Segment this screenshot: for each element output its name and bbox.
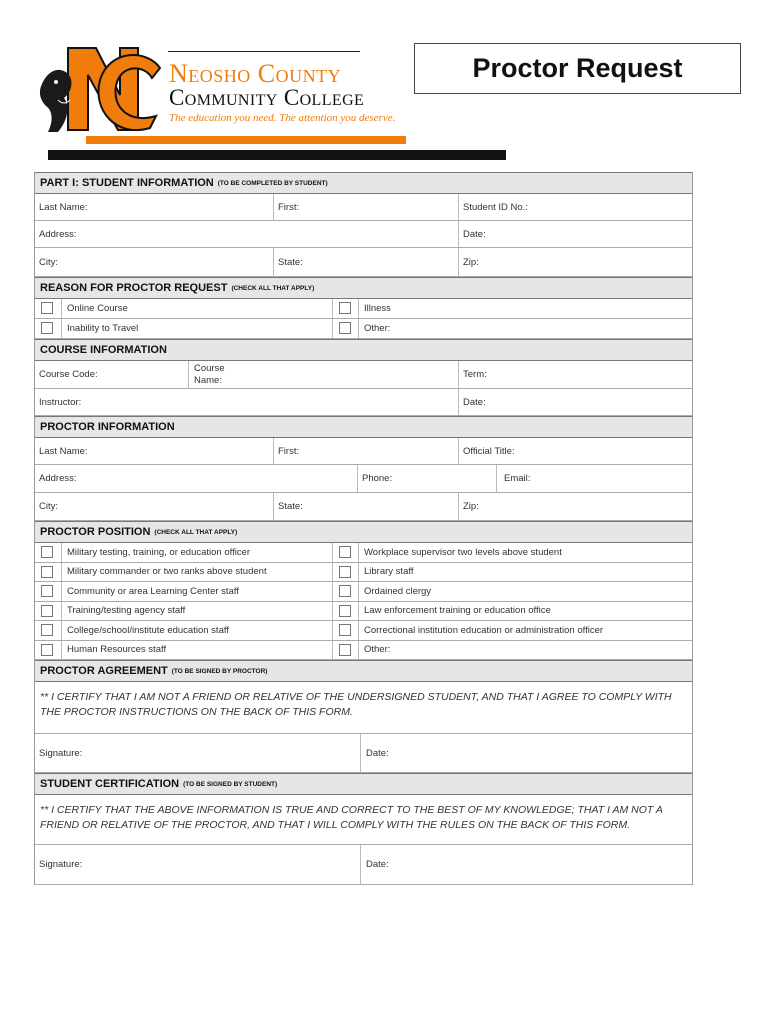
field-label: Phone:	[362, 473, 393, 484]
reason-option-label: Illness	[364, 303, 391, 314]
section-header-reason	[35, 277, 692, 299]
agreement-text-row	[35, 682, 692, 734]
field-label: City:	[39, 501, 58, 512]
field-label: Address:	[39, 228, 77, 240]
proctor-first-name-field[interactable]	[274, 438, 460, 464]
section-subtitle: (CHECK ALL THAT APPLY)	[154, 528, 238, 536]
college-logo	[38, 40, 418, 165]
field-label: Last Name:	[39, 201, 88, 213]
form-title: Proctor Request	[414, 43, 741, 94]
course-code-field[interactable]	[35, 361, 189, 388]
student-name-row	[35, 194, 692, 221]
field-label: State:	[278, 256, 303, 268]
student-city-field[interactable]	[35, 248, 275, 276]
position-row	[35, 641, 692, 661]
student-state-field[interactable]	[274, 248, 460, 276]
proctor-signature-date-field[interactable]	[362, 734, 686, 772]
section-header-course	[35, 339, 692, 361]
position-row	[35, 563, 692, 583]
position-checkbox[interactable]	[339, 566, 351, 578]
proctor-name-row	[35, 438, 692, 465]
section-subtitle: (TO BE SIGNED BY PROCTOR)	[171, 667, 268, 675]
proctor-signature-field[interactable]	[35, 734, 359, 772]
section-title: COURSE INFORMATION	[40, 344, 167, 356]
position-checkbox[interactable]	[41, 624, 53, 636]
instructor-row	[35, 389, 692, 416]
section-header-student-info	[35, 172, 692, 194]
reason-option-label: Inability to Travel	[67, 323, 139, 334]
section-title: PROCTOR POSITION	[40, 526, 151, 538]
position-option-label: Workplace supervisor two levels above student	[364, 546, 562, 558]
proctor-certification-text: ** I CERTIFY THAT I AM NOT A FRIEND OR RELATIVE OF THE UNDERSIGNED STUDENT, AND THAT I AGREE TO COMPLY WITH THE PROCTOR INSTRUCTIONS ON THE BACK OF THIS FORM.	[40, 691, 672, 718]
section-subtitle: (CHECK ALL THAT APPLY)	[231, 284, 315, 292]
section-header-proctor-position	[35, 521, 692, 543]
position-checkbox[interactable]	[41, 546, 53, 558]
illness-checkbox[interactable]	[339, 302, 351, 314]
proctor-address-field[interactable]	[35, 465, 357, 492]
position-option-label: Ordained clergy	[364, 585, 432, 597]
ncc-panther-logo-icon	[38, 40, 173, 150]
position-checkbox[interactable]	[41, 566, 53, 578]
field-label: State:	[278, 501, 303, 512]
field-label: Student ID No.:	[463, 201, 528, 213]
proctor-city-row	[35, 493, 692, 521]
field-label: Last Name:	[39, 445, 88, 457]
position-option-label: Military testing, training, or education officer	[67, 546, 251, 558]
proctor-address-row	[35, 465, 692, 493]
position-row	[35, 582, 692, 602]
student-id-field[interactable]	[459, 194, 693, 220]
position-row	[35, 602, 692, 622]
proctor-zip-field[interactable]	[459, 493, 693, 520]
student-certification-text: ** I CERTIFY THAT THE ABOVE INFORMATION IS TRUE AND CORRECT TO THE BEST OF MY KNOWLEDGE; THAT I AM NOT A FRIEND OR RELATIVE OF THE PROCTOR, AND THAT I WILL COMPLY WITH THE RULES ON THE BACK OF THIS FORM.	[40, 804, 663, 831]
field-label: Term:	[463, 369, 487, 380]
student-address-row	[35, 221, 692, 248]
section-subtitle: (TO BE SIGNED BY STUDENT)	[183, 780, 278, 788]
position-option-label: Human Resources staff	[67, 644, 167, 656]
field-label: Date:	[463, 228, 486, 240]
field-label: Course Name:	[194, 362, 225, 386]
orange-divider	[86, 136, 406, 144]
college-name-line1: Neosho County	[169, 59, 342, 88]
proctor-email-field[interactable]	[500, 465, 689, 492]
field-label: First:	[278, 445, 300, 457]
position-option-label: Law enforcement training or education office	[364, 605, 551, 617]
inability-to-travel-checkbox[interactable]	[41, 322, 53, 334]
field-label: Date:	[366, 747, 389, 759]
field-label: Email:	[504, 473, 531, 484]
certification-signature-row	[35, 845, 692, 885]
college-name-line2: Community College	[169, 85, 365, 110]
proctor-city-field[interactable]	[35, 493, 275, 520]
field-label: Instructor:	[39, 396, 82, 408]
field-label: Course Code:	[39, 369, 98, 380]
field-label: Official Title:	[463, 445, 515, 457]
instructor-field[interactable]	[35, 389, 457, 415]
logo-rule	[168, 51, 360, 52]
other-reason-field[interactable]: Other:	[364, 323, 391, 334]
proctor-request-form	[34, 172, 693, 885]
college-tagline: The education you need. The attention you deserve.	[169, 112, 396, 124]
black-divider	[48, 150, 506, 160]
agreement-signature-row	[35, 734, 692, 773]
position-checkbox[interactable]	[339, 624, 351, 636]
position-checkbox[interactable]	[339, 546, 351, 558]
student-first-name-field[interactable]	[274, 194, 460, 220]
position-checkbox[interactable]	[41, 644, 53, 656]
position-options	[35, 543, 692, 660]
position-option-label: Other:	[364, 644, 391, 656]
online-course-checkbox[interactable]	[41, 302, 53, 314]
section-subtitle: (TO BE COMPLETED BY STUDENT)	[217, 179, 328, 187]
field-label: Date:	[366, 859, 389, 870]
field-label: First:	[278, 201, 300, 213]
position-option-label: Correctional institution education or administration officer	[364, 624, 604, 636]
student-signature-date-field[interactable]	[362, 845, 686, 884]
position-option-label: Library staff	[364, 566, 414, 578]
position-checkbox[interactable]	[339, 605, 351, 617]
field-label: Zip:	[463, 256, 479, 268]
term-field[interactable]	[459, 361, 693, 388]
reason-row-1	[35, 299, 692, 319]
position-option-label: Community or area Learning Center staff	[67, 585, 239, 597]
position-option-label: College/school/institute education staff	[67, 624, 229, 636]
section-header-agreement	[35, 660, 692, 682]
section-title: PART I: STUDENT INFORMATION	[40, 177, 214, 189]
proctor-phone-field[interactable]	[358, 465, 497, 492]
position-row	[35, 543, 692, 563]
field-label: Zip:	[463, 501, 479, 512]
other-reason-checkbox[interactable]	[339, 322, 351, 334]
student-address-field[interactable]	[35, 221, 457, 247]
course-name-field[interactable]	[190, 361, 234, 388]
position-option-label: Training/testing agency staff	[67, 605, 186, 617]
field-label: Address:	[39, 473, 77, 484]
section-header-student-certification	[35, 773, 692, 795]
position-checkbox[interactable]	[339, 644, 351, 656]
position-row	[35, 621, 692, 641]
section-header-proctor-info	[35, 416, 692, 438]
course-date-field[interactable]	[459, 389, 693, 415]
section-title: STUDENT CERTIFICATION	[40, 778, 180, 790]
student-date-field[interactable]	[459, 221, 693, 247]
position-checkbox[interactable]	[339, 585, 351, 597]
student-last-name-field[interactable]	[35, 194, 275, 220]
course-row	[35, 361, 692, 389]
certification-text-row	[35, 795, 692, 845]
position-checkbox[interactable]	[41, 605, 53, 617]
proctor-last-name-field[interactable]	[35, 438, 275, 464]
section-title: REASON FOR PROCTOR REQUEST	[40, 282, 228, 294]
field-label: City:	[39, 256, 58, 268]
field-label: Signature:	[39, 859, 83, 870]
field-label: Signature:	[39, 747, 83, 759]
reason-option-label: Online Course	[67, 303, 128, 314]
position-option-label: Military commander or two ranks above student	[67, 566, 267, 578]
official-title-field[interactable]	[459, 438, 693, 464]
section-title: PROCTOR AGREEMENT	[40, 665, 168, 677]
student-city-row	[35, 248, 692, 277]
student-zip-field[interactable]	[459, 248, 693, 276]
section-title: PROCTOR INFORMATION	[40, 421, 175, 433]
proctor-state-field[interactable]	[274, 493, 460, 520]
student-signature-field[interactable]	[35, 845, 359, 884]
field-label: Date:	[463, 396, 486, 408]
position-checkbox[interactable]	[41, 585, 53, 597]
reason-row-2	[35, 319, 692, 339]
